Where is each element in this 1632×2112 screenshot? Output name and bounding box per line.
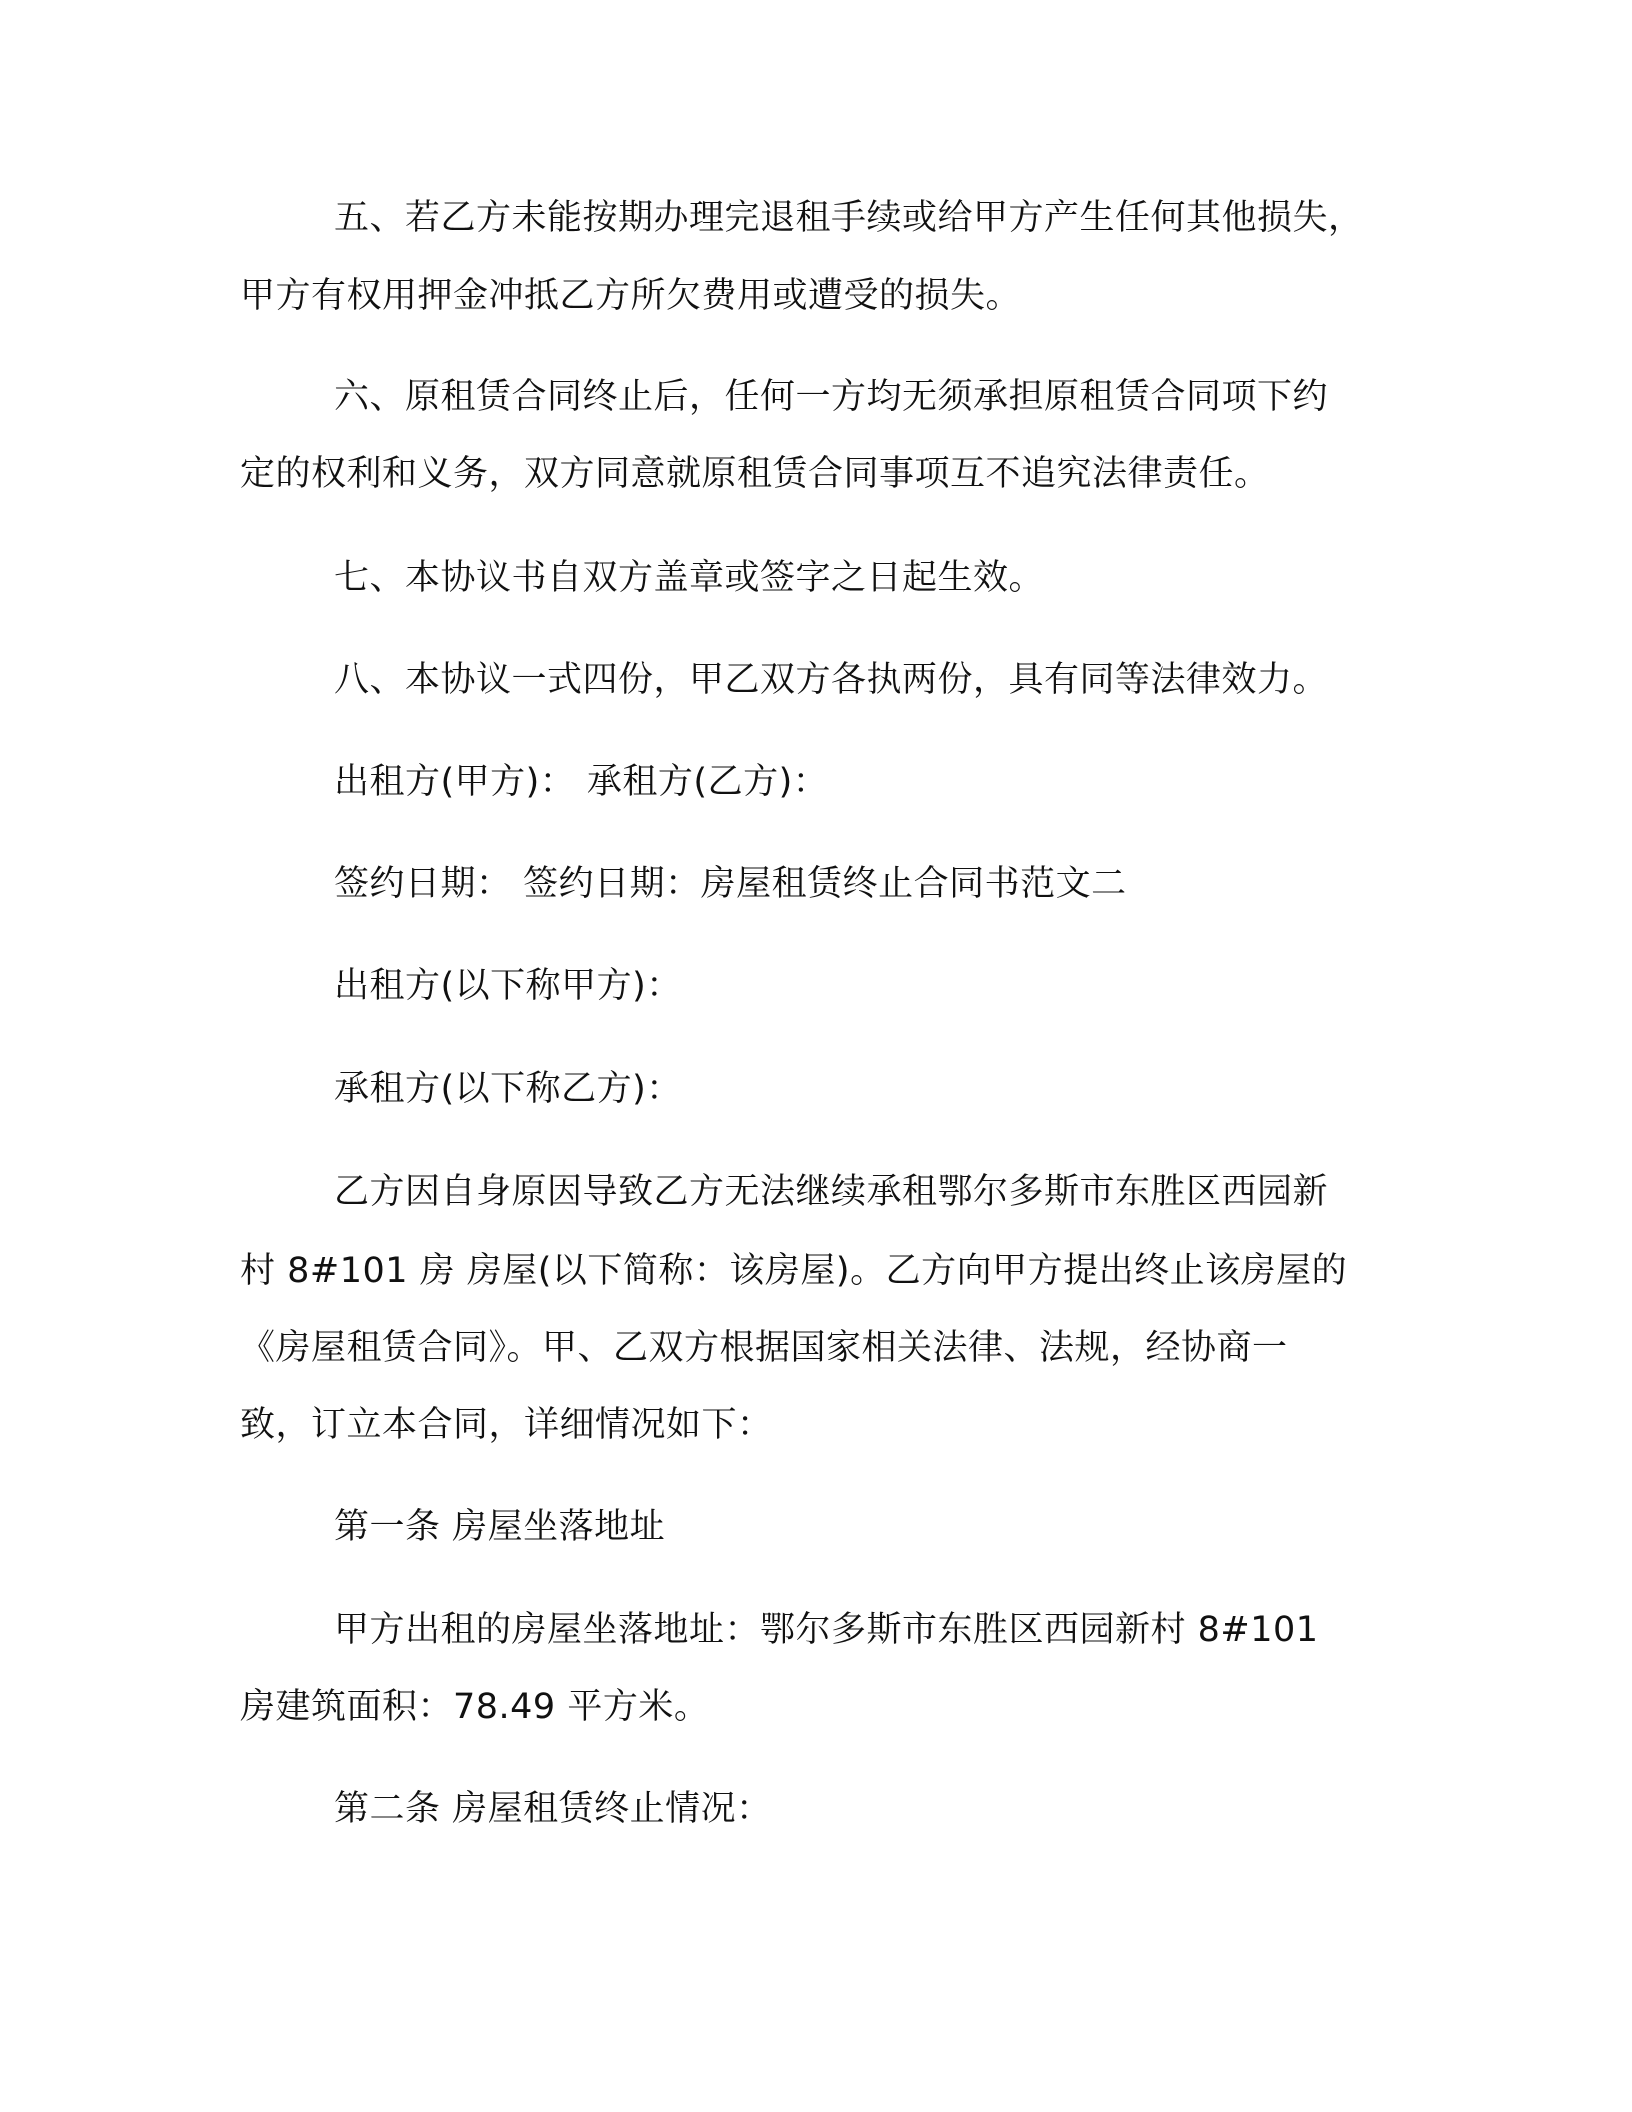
signature-parties: 出租方(甲方)： 承租方(乙方)： xyxy=(334,762,829,802)
article-2-heading: 第二条 房屋租赁终止情况： xyxy=(334,1789,772,1829)
clause-7: 七、本协议书自双方盖章或签字之日起生效。 xyxy=(334,558,1045,598)
clause-6-line-1: 六、原租赁合同终止后，任何一方均无须承担原租赁合同项下约 xyxy=(334,377,1329,417)
preamble-line-1: 乙方因自身原因导致乙方无法继续承租鄂尔多斯市东胜区西园新 xyxy=(334,1172,1329,1212)
clause-5-line-1: 五、若乙方未能按期办理完退租手续或给甲方产生任何其他损失， xyxy=(334,198,1364,238)
preamble-line-3: 《房屋租赁合同》。甲、乙双方根据国家相关法律、法规，经协商一 xyxy=(240,1328,1288,1368)
signature-dates: 签约日期： 签约日期：房屋租赁终止合同书范文二 xyxy=(334,864,1127,904)
preamble-line-2: 村 8#101 房 房屋(以下简称：该房屋)。乙方向甲方提出终止该房屋的 xyxy=(240,1251,1348,1291)
preamble-line-4: 致，订立本合同，详细情况如下： xyxy=(240,1405,773,1445)
clause-5-line-2: 甲方有权用押金冲抵乙方所欠费用或遭受的损失。 xyxy=(240,276,1022,316)
clause-8: 八、本协议一式四份，甲乙双方各执两份，具有同等法律效力。 xyxy=(334,660,1329,700)
lessee-field: 承租方(以下称乙方)： xyxy=(334,1069,682,1109)
lessor-field: 出租方(以下称甲方)： xyxy=(334,966,682,1006)
clause-6-line-2: 定的权利和义务，双方同意就原租赁合同事项互不追究法律责任。 xyxy=(240,454,1270,494)
address-line-1: 甲方出租的房屋坐落地址：鄂尔多斯市东胜区西园新村 8#101 xyxy=(334,1610,1319,1650)
address-line-2: 房建筑面积：78.49 平方米。 xyxy=(240,1687,710,1727)
article-1-heading: 第一条 房屋坐落地址 xyxy=(334,1507,666,1547)
